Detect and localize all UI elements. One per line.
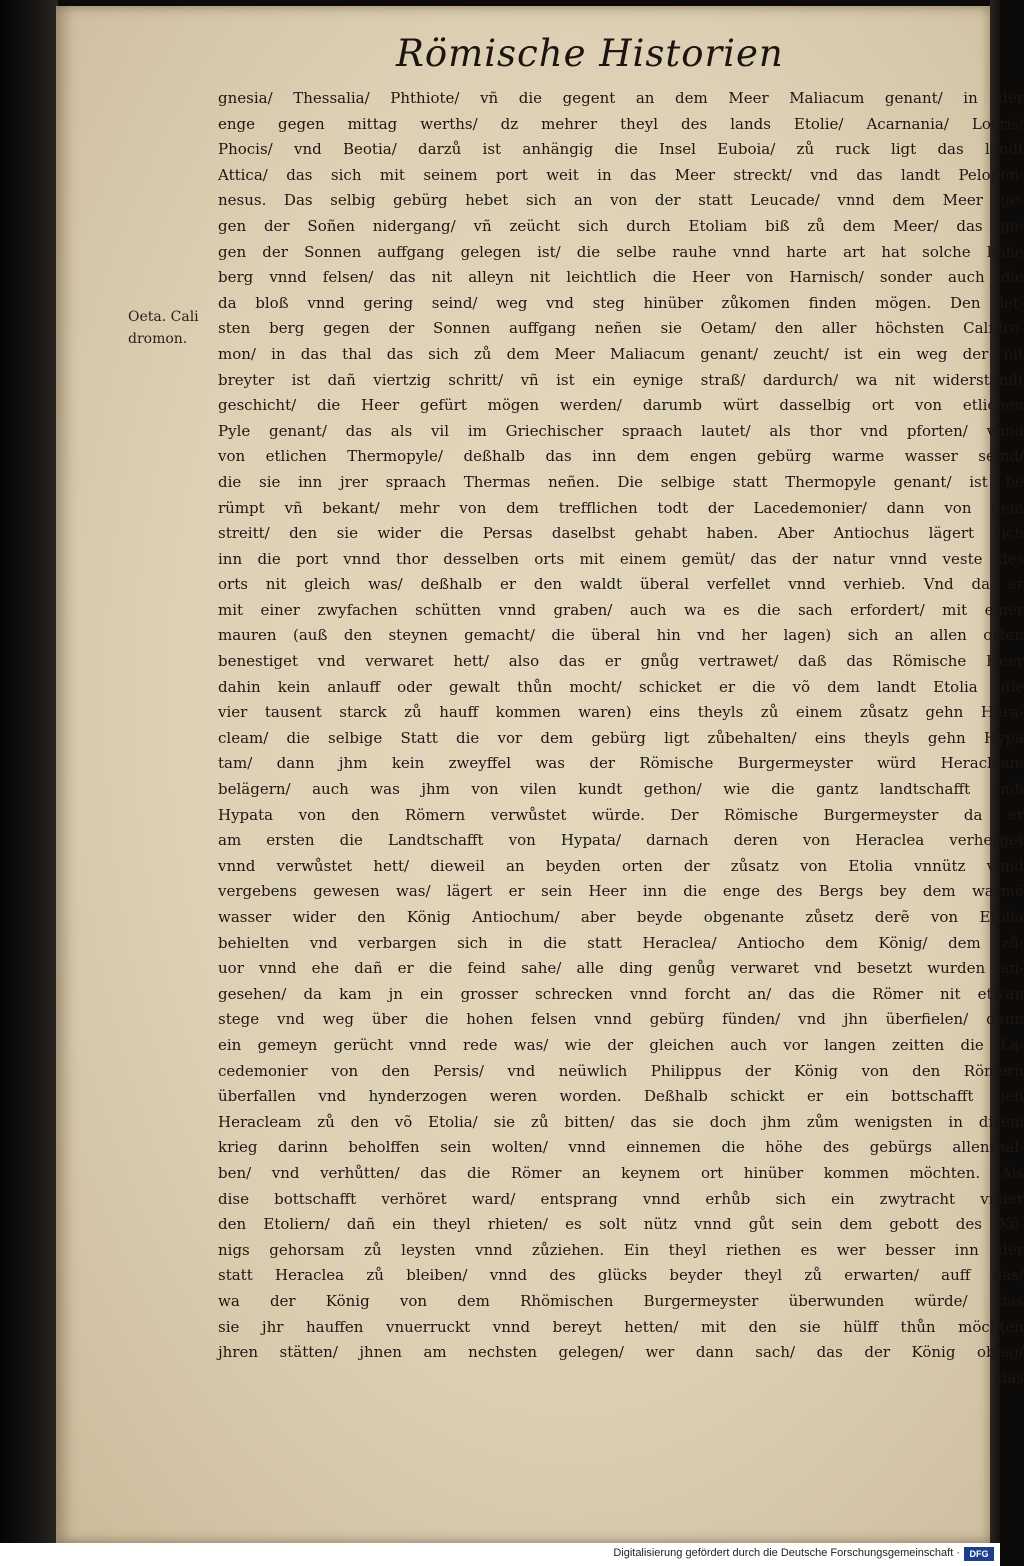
text-line: statt Heraclea zů bleiben/ vnnd des glücks beyder theyl zů erwarten/ auff das/ [218, 1266, 1024, 1285]
text-line: rümpt vñ bekant/ mehr von dem trefflichen todt der Lacedemonier/ dann von dem [218, 498, 1024, 517]
text-line: mauren (auß den steynen gemacht/ die überal hin vnd her lagen) sich an allen orten [218, 626, 1024, 645]
text-line: tam/ dann jhm kein zweyffel was der Römische Burgermeyster würd Heracleam [218, 754, 1024, 773]
text-line: Attica/ das sich mit seinem port weit in das Meer streckt/ vnd das landt Pelopon- [218, 165, 1024, 184]
text-line: dise bottschafft verhöret ward/ entsprang vnnd erhůb sich ein zwytracht vnder [218, 1189, 1024, 1208]
text-line: vier tausent starck zů hauff kommen waren) eins theyls zů einem zůsatz gehn Hera- [218, 703, 1024, 722]
text-line: uor vnnd ehe dañ er die feind sahe/ alle ding genůg verwaret vnd besetzt wurden an- [218, 959, 1024, 978]
funding-credit: Digitalisierung gefördert durch die Deutsche Forschungsgemeinschaft · [613, 1547, 960, 1559]
text-line: geschicht/ die Heer gefürt mögen werden/ darumb würt dasselbig ort von etlichen [218, 396, 1024, 415]
text-line: gen der Soñen nidergang/ vñ zeücht sich durch Etoliam biß zů dem Meer/ das ge- [218, 216, 1024, 235]
text-line: überfallen vnd hynderzogen weren worden. Deßhalb schickt er ein bottschafft gen [218, 1087, 1024, 1106]
text-line: mit einer zwyfachen schütten vnnd graben/ auch wa es die sach erfordert/ mit einer [218, 600, 1024, 619]
dfg-logo: DFG [964, 1547, 994, 1561]
text-line: cleam/ die selbige Statt die vor dem gebürg ligt zůbehalten/ eins theyls gehn Hypa [218, 728, 1024, 747]
text-line: wasser wider den König Antiochum/ aber beyde obgenante zůsetz derẽ von Etolia [218, 908, 1024, 926]
text-line: benestiget vnd verwaret hett/ also das er gnůg vertrawet/ daß das Römische Heer [218, 652, 1024, 671]
text-line: jhren stätten/ jhnen am nechsten gelegen/ wer dann sach/ das der König oblag/ [218, 1343, 1024, 1362]
text-line: breyter ist dañ viertzig schritt/ vñ ist ein eynige straß/ dardurch/ wa nit widerstandt [218, 370, 1024, 389]
marginal-note-line: dromon. [128, 331, 188, 347]
text-line: mon/ in das thal das sich zů dem Meer Maliacum genant/ zeucht/ ist ein weg der nit [218, 344, 1024, 363]
text-line: sie jhr hauffen vnuerruckt vnnd bereyt hetten/ mit den sie hülff thůn möchten [218, 1317, 1024, 1336]
text-line: cedemonier von den Persis/ vnd neüwlich Philippus der König von den Römern [218, 1061, 1024, 1080]
text-line: vergebens gewesen was/ lägert er sein Heer inn die enge des Bergs bey dem warmẽ [218, 882, 1024, 901]
text-line: Pyle genant/ das als vil im Griechischer spraach lautet/ als thor vnd pforten/ vnnd [218, 421, 1024, 440]
text-line: krieg darinn beholffen sein wolten/ vnnd einnemen die höhe des gebürgs allenthal- [218, 1138, 1024, 1157]
text-line: ein gemeyn gerücht vnnd rede was/ wie der gleichen auch vor langen zeitten die La- [218, 1035, 1024, 1054]
running-header: Römische Historien [396, 32, 784, 75]
text-line: berg vnnd felsen/ das nit alleyn nit leichtlich die Heer von Harnisch/ sonder auch die [218, 268, 1024, 287]
text-line: Heracleam zů den võ Etolia/ sie zů bitten/ das sie doch jhm zům wenigsten in disem [218, 1112, 1024, 1131]
text-line: inn die port vnnd thor desselben orts mit einem gemüt/ das der natur vnnd veste des [218, 549, 1024, 568]
footer-bar [0, 1543, 1000, 1566]
text-line: stege vnd weg über die hohen felsen vnnd gebürg fünden/ vnd jhn überfielen/ dann [218, 1010, 1024, 1029]
text-line: gnesia/ Thessalia/ Phthiote/ vñ die gegent an dem Meer Maliacum genant/ in der [218, 89, 1024, 107]
marginal-note-line: Oeta. Cali [128, 309, 199, 325]
text-line: Phocis/ vnd Beotia/ darzů ist anhängig die Insel Euboia/ zů ruck ligt das landt [218, 140, 1024, 159]
text-line: streitt/ den sie wider die Persas daselbst gehabt haben. Aber Antiochus lägert sich [218, 524, 1024, 543]
text-line: dahin kein anlauff oder gewalt thůn mocht/ schicket er die võ dem landt Etolia (die [218, 677, 1024, 696]
text-line: vnnd verwůstet hett/ dieweil an beyden orten der zůsatz von Etolia vnnütz vnnd [218, 856, 1024, 875]
text-line: am ersten die Landtschafft von Hypata/ darnach deren von Heraclea verherget [218, 831, 1024, 850]
text-line: belägern/ auch was jhm von vilen kundt gethon/ wie die gantz landtschafft vmb [218, 780, 1024, 799]
text-line: orts nit gleich was/ deßhalb er den waldt überal verfellet vnnd verhieb. Vnd da er [218, 575, 1024, 594]
text-line: ben/ vnd verhůtten/ das die Römer an keynem ort hinüber kommen möchten. Als [218, 1163, 1024, 1182]
body-text [218, 86, 1024, 1391]
text-line: gesehen/ da kam jn ein grosser schrecken vnnd forcht an/ das die Römer nit etwan [218, 984, 1024, 1003]
text-line: da bloß vnnd gering seind/ weg vnd steg hinüber zůkomen finden mögen. Den let- [218, 293, 1024, 312]
text-line: nesus. Das selbig gebürg hebet sich an von der statt Leucade/ vnnd dem Meer ge- [218, 191, 1024, 210]
marginal-note [128, 306, 212, 350]
text-line: sten berg gegen der Sonnen auffgang neñen sie Oetam/ den aller höchsten Calidro- [218, 319, 1024, 338]
text-line: den Etoliern/ dañ ein theyl rhieten/ es solt nütz vnnd gůt sein dem gebott des Kö- [218, 1215, 1024, 1234]
book-gutter-shadow [0, 0, 58, 1543]
text-line: wa der König von dem Rhömischen Burgermeyster überwunden würde/ das [218, 1291, 1024, 1310]
text-line: die sie inn jrer spraach Thermas neñen. Die selbige statt Thermopyle genant/ ist be [218, 472, 1024, 491]
text-line: Hypata von den Römern verwůstet würde. Der Römische Burgermeyster da er [218, 805, 1024, 824]
text-line: gen der Sonnen auffgang gelegen ist/ die selbe rauhe vnnd harte art hat solche hohe [218, 242, 1024, 261]
text-line: enge gegen mittag werths/ dz mehrer theyl des lands Etolie/ Acarnania/ Locris/ [218, 114, 1024, 133]
text-line: behielten vnd verbargen sich in die statt Heraclea/ Antiocho dem König/ dem zů- [218, 933, 1024, 952]
catchword: das [997, 1368, 1024, 1387]
text-line: nigs gehorsam zů leysten vnnd zůziehen. Ein theyl riethen es wer besser inn der [218, 1240, 1024, 1259]
text-line: von etlichen Thermopyle/ deßhalb das inn dem engen gebürg warme wasser seind/ [218, 447, 1024, 466]
scanned-page [56, 6, 1024, 1543]
